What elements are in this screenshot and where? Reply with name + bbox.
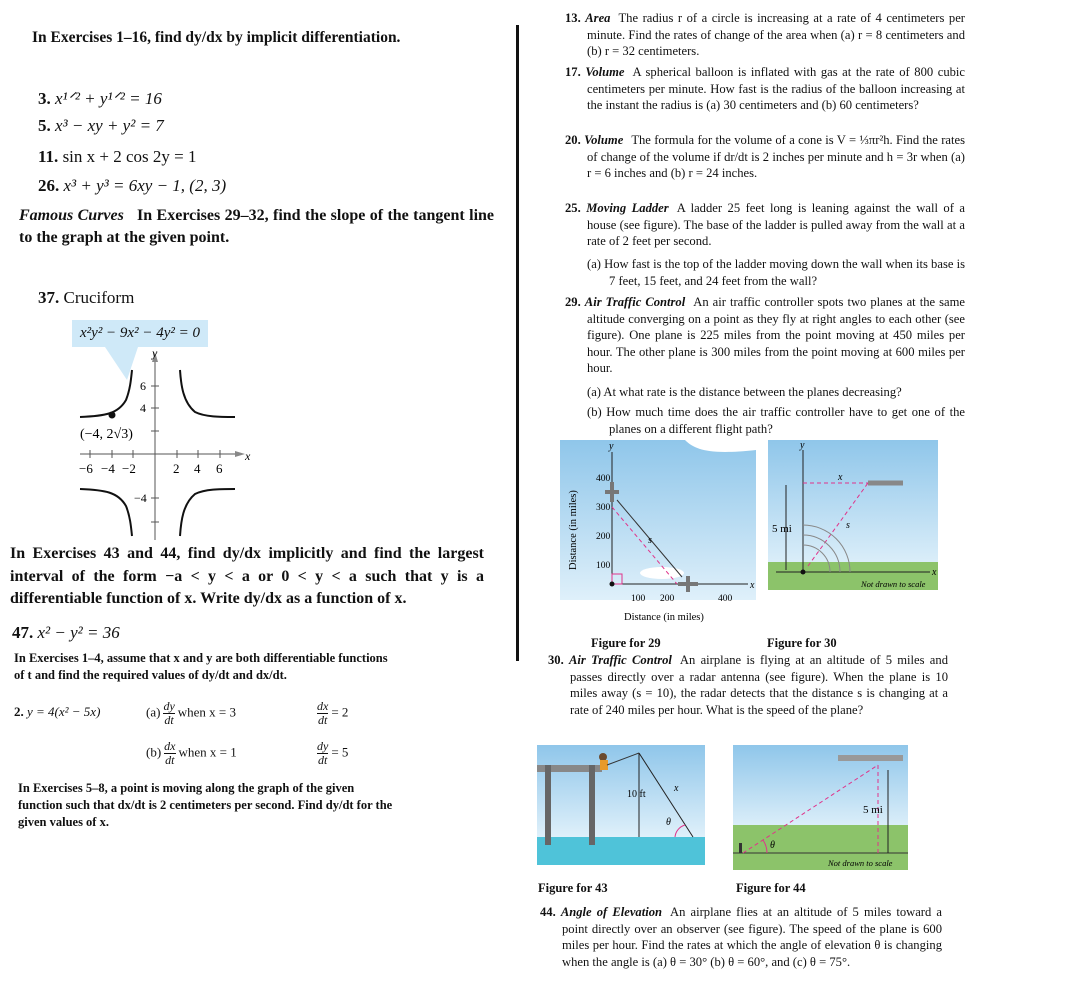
sky-background: [537, 745, 705, 837]
denominator: dt: [164, 713, 174, 727]
y-tick: 4: [140, 401, 146, 415]
exercise-number: 13.: [565, 11, 581, 25]
exercise-2: [14, 700, 394, 770]
exercise-5: [38, 115, 164, 137]
exercise-topic: Air Traffic Control: [584, 295, 686, 309]
numerator: dy: [163, 699, 175, 713]
exercise-topic: Air Traffic Control: [569, 653, 672, 667]
denominator: dt: [317, 713, 328, 727]
denominator: dt: [317, 753, 328, 767]
exercise-topic: Moving Ladder: [586, 201, 669, 215]
water: [537, 837, 705, 865]
famous-curves-intro: [19, 205, 494, 249]
given-value: = 5: [331, 744, 349, 760]
altitude-label: 5 mi: [772, 523, 792, 535]
sky-background: [768, 440, 938, 570]
observer: [739, 843, 742, 853]
exercise-number: 5.: [38, 116, 51, 135]
x-label: x: [245, 449, 251, 463]
exercise-37-title: [38, 287, 134, 309]
exercise-text: The formula for the volume of a cone is V = ⅓πr²h. Find the rates of change of the volume if dr/dt is 2 inches per minute and h = 3r when (a) r = 6 inches and (b) r = 24 inches.: [587, 133, 965, 181]
x-label: x: [750, 580, 755, 591]
exercise-3: [38, 88, 162, 110]
intro-43-44: In Exercises 43 and 44, find dy/dx implicitly and find the largest interval of the form −a < y < a or 0 < y < a such that y is a differentiable function of x. Write dy/dx as a function of x.: [10, 545, 484, 607]
y-tick: 200: [596, 532, 611, 542]
exercise-text: A ladder 25 feet long is leaning against the wall of a house (see figure). The base of the ladder is pulled away from the wall at a rate of 2 feet per second.: [587, 201, 965, 249]
exercise-number: 30.: [548, 653, 564, 667]
exercise-29-a: (a) At what rate is the distance between the planes decreasing?: [587, 385, 902, 399]
x-arrow: [235, 451, 245, 457]
point-marker: [109, 412, 116, 419]
x-axis-title: Distance (in miles): [624, 612, 704, 623]
exercise-topic: Volume: [585, 65, 625, 79]
cloud: [640, 567, 684, 579]
intro-implicit: In Exercises 1–16, find dy/dx by implicit differentiation.: [32, 29, 401, 46]
exercise-number: 25.: [565, 201, 581, 215]
x-tick: 400: [718, 594, 733, 604]
s-label: s: [846, 520, 850, 531]
exercise-title: Cruciform: [63, 288, 135, 307]
exercise-number: 37.: [38, 288, 60, 307]
section-text: In Exercises 29–32, find the slope of the tangent line to the graph at the given point.: [19, 207, 495, 246]
part-a: [146, 700, 236, 727]
s-label: s: [648, 535, 652, 546]
origin-point: [610, 582, 615, 587]
exercise-17: [565, 64, 965, 114]
theta-label: θ: [770, 840, 775, 851]
denominator: dt: [165, 753, 175, 767]
fisherman: [599, 753, 607, 761]
condition: when x = 1: [178, 744, 237, 760]
x-tick: 100: [631, 594, 646, 604]
altitude-label: 5 mi: [863, 804, 883, 816]
theta-label: θ: [666, 817, 671, 828]
fraction: [317, 700, 328, 727]
radar-antenna: [801, 570, 806, 575]
scale-note: Not drawn to scale: [861, 579, 926, 589]
exercise-equation: x³ − xy + y² = 7: [55, 116, 164, 135]
exercise-topic: Volume: [584, 133, 624, 147]
x-tick: 4: [194, 461, 201, 476]
part-label: (b): [146, 744, 162, 760]
y-tick: 400: [596, 474, 611, 484]
x-tick: 2: [173, 461, 180, 476]
exercise-topic: Area: [585, 11, 611, 25]
exercise-number: 47.: [12, 623, 34, 642]
callout-pointer: [105, 347, 138, 380]
numerator: dx: [317, 699, 329, 713]
exercise-text: The radius r of a circle is increasing at a rate of 4 centimeters per minute. Find the rates of change of the area when (a) r = 8 centimeters and (b) r = 32 centimeters.: [587, 11, 965, 59]
exercise-number: 17.: [565, 65, 581, 79]
x-tick: −6: [79, 461, 93, 476]
curve: [80, 370, 235, 536]
y-tick: −4: [134, 491, 147, 505]
fraction: [317, 740, 328, 767]
exercise-text: An air traffic controller spots two planes at the same altitude converging on a point as they fly at right angles to each other (see figure). One plane is 225 miles from the point moving at 450 miles per hour. The other plane is 300 miles from the point moving at 600 miles per hour.: [587, 295, 965, 376]
exercise-26: [38, 175, 226, 197]
x-tick: −4: [101, 461, 115, 476]
x-label: x: [838, 472, 843, 483]
exercise-equation: x² − y² = 36: [37, 623, 120, 642]
point-label: (−4, 2√3): [80, 427, 133, 442]
exercise-25: [565, 200, 965, 250]
given-a: [314, 700, 348, 727]
height-label: 10 ft: [627, 789, 646, 800]
fraction: [163, 700, 174, 727]
numerator: dx: [164, 739, 176, 753]
pier-post: [545, 765, 551, 845]
y-label: y: [800, 440, 805, 451]
pier-post: [589, 765, 595, 845]
exercise-number: 11.: [38, 147, 59, 166]
given-value: = 2: [331, 704, 349, 720]
exercise-equation: sin x + 2 cos 2y = 1: [62, 147, 197, 166]
fraction: [164, 740, 175, 767]
figure-43-caption: Figure for 43: [538, 881, 608, 895]
part-b: [146, 740, 237, 767]
intro-5-8: In Exercises 5–8, a point is moving along the graph of the given function such that dx/dt is 2 centimeters per second. Find dy/dt for the given values of x.: [18, 781, 393, 829]
exercise-29-b: (b) How much time does the air traffic controller have to get one of the planes on a different flight path?: [587, 405, 965, 436]
exercise-equation: x³ + y³ = 6xy − 1, (2, 3): [63, 176, 227, 195]
exercise-47: [12, 622, 120, 644]
x-label: x: [674, 783, 679, 794]
column-divider: [516, 25, 519, 661]
exercise-number: 29.: [565, 295, 581, 309]
equation-callout: x²y² − 9x² − 4y² = 0: [72, 320, 208, 347]
exercise-equation: x¹ᐟ² + y¹ᐟ² = 16: [55, 89, 162, 108]
y-tick: 6: [140, 379, 146, 393]
exercise-30: [548, 652, 948, 718]
exercise-text: An airplane is flying at an altitude of 5 miles and passes directly over a radar antenna (see figure). When the plane is 10 miles away (s = 10), the radar detects that the distance s is changing at a rate of 240 miles per hour. What is the speed of the plane?: [570, 653, 948, 717]
exercise-13: [565, 10, 965, 60]
exercise-25-a: (a) How fast is the top of the ladder moving down the wall when its base is 7 feet, 15 feet, and 24 feet from the wall?: [587, 257, 965, 288]
x-label: x: [932, 567, 937, 578]
section-title: Famous Curves: [19, 207, 124, 224]
intro-1-4: In Exercises 1–4, assume that x and y are both differentiable functions of t and find the required values of dy/dt and dx/dt.: [14, 651, 388, 682]
figure-30: [768, 440, 938, 590]
exercise-20: [565, 132, 965, 182]
condition: when x = 3: [177, 704, 237, 720]
exercise-topic: Angle of Elevation: [560, 905, 663, 919]
exercise-44: [540, 904, 942, 970]
numerator: dy: [317, 739, 329, 753]
cruciform-graph: [60, 340, 260, 540]
exercise-number: 20.: [565, 133, 581, 147]
figure-44-caption: Figure for 44: [736, 881, 806, 895]
scale-note: Not drawn to scale: [828, 858, 893, 868]
figure-30-caption: Figure for 30: [767, 636, 837, 650]
exercise-29: [565, 294, 965, 377]
x-tick: −2: [122, 461, 136, 476]
fisherman: [600, 760, 608, 770]
exercise-11: [38, 146, 197, 168]
exercise-text: A spherical balloon is inflated with gas at the rate of 800 cubic centimeters per minute. How fast is the radius of the balloon increasing at the instant the radius is (a) 30 centimeters and (b) 60 centimeters?: [587, 65, 966, 113]
figure-29: [560, 440, 756, 625]
exercise-number: 26.: [38, 176, 60, 195]
exercise-number: 3.: [38, 89, 51, 108]
y-axis-title: Distance (in miles): [568, 490, 579, 570]
exercise-text: An airplane flies at an altitude of 5 miles toward a point directly over an observer (see figure). The speed of the plane is 600 miles per hour. Find the rates at which the angle of elevation θ is changing when the angle is (a) θ = 30° (b) θ = 60°, and (c) θ = 75°.: [562, 905, 942, 969]
part-label: (a): [146, 704, 161, 720]
figure-43: [537, 745, 705, 865]
y-tick: 100: [596, 561, 611, 571]
y-label: y: [609, 441, 614, 452]
exercise-number: 2.: [14, 704, 24, 719]
exercise-number: 44.: [540, 905, 556, 919]
given-b: [314, 740, 348, 767]
y-label: y: [152, 346, 158, 360]
figure-29-caption: Figure for 29: [591, 636, 661, 650]
figure-44: [733, 745, 908, 870]
y-tick: 300: [596, 503, 611, 513]
x-tick: 6: [216, 461, 223, 476]
x-tick: 200: [660, 594, 675, 604]
exercise-equation: y = 4(x² − 5x): [27, 704, 101, 719]
